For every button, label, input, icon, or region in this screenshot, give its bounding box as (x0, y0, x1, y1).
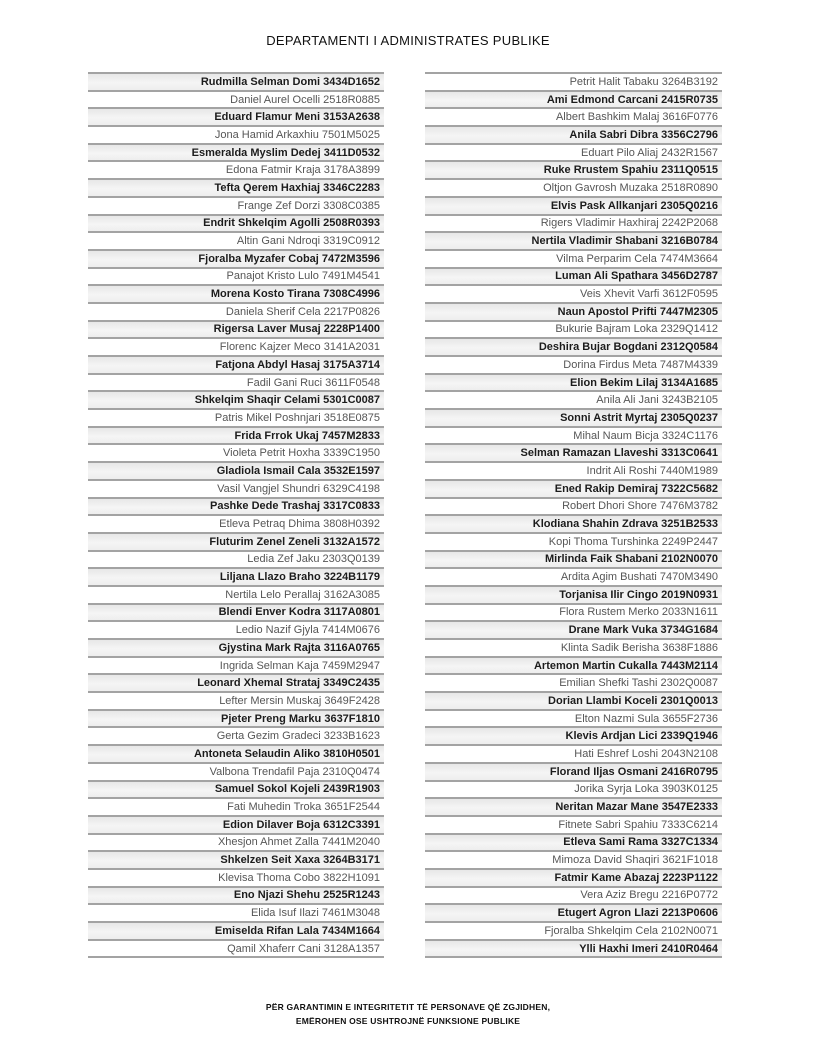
list-item: Sonni Astrit Myrtaj 2305Q0237 (425, 408, 722, 426)
list-item: Drane Mark Vuka 3734G1684 (425, 620, 722, 638)
name-list-right (425, 72, 722, 958)
list-item: Samuel Sokol Kojeli 2439R1903 (88, 780, 384, 798)
list-item: Pashke Dede Trashaj 3317C0833 (88, 497, 384, 515)
list-item: Emiselda Rifan Lala 7434M1664 (88, 921, 384, 939)
list-item: Pjeter Preng Marku 3637F1810 (88, 709, 384, 727)
list-item: Selman Ramazan Llaveshi 3313C0641 (425, 443, 722, 461)
list-item: Panajot Kristo Lulo 7491M4541 (88, 267, 384, 285)
list-item: Artemon Martin Cukalla 7443M2114 (425, 656, 722, 674)
list-item: Shkelzen Seit Xaxa 3264B3171 (88, 850, 384, 868)
list-item: Torjanisa Ilir Cingo 2019N0931 (425, 585, 722, 603)
list-item: Mirlinda Faik Shabani 2102N0070 (425, 550, 722, 568)
list-item: Robert Dhori Shore 7476M3782 (425, 497, 722, 515)
list-item: Daniela Sherif Cela 2217P0826 (88, 302, 384, 320)
list-item: Jorika Syrja Loka 3903K0125 (425, 780, 722, 798)
list-item: Fjoralba Myzafer Cobaj 7472M3596 (88, 249, 384, 267)
list-item: Neritan Mazar Mane 3547E2333 (425, 797, 722, 815)
list-item: Vasil Vangjel Shundri 6329C4198 (88, 479, 384, 497)
list-item: Ylli Haxhi Imeri 2410R0464 (425, 939, 722, 957)
list-item: Eduart Pilo Aliaj 2432R1567 (425, 143, 722, 161)
list-item: Klevis Ardjan Lici 2339Q1946 (425, 726, 722, 744)
list-item: Ledio Nazif Gjyla 7414M0676 (88, 620, 384, 638)
list-item: Tefta Qerem Haxhiaj 3346C2283 (88, 178, 384, 196)
list-item: Klodiana Shahin Zdrava 3251B2533 (425, 514, 722, 532)
list-item: Eduard Flamur Meni 3153A2638 (88, 107, 384, 125)
list-item: Luman Ali Spathara 3456D2787 (425, 267, 722, 285)
list-item: Fjoralba Shkelqim Cela 2102N0071 (425, 921, 722, 939)
list-item: Altin Gani Ndroqi 3319C0912 (88, 231, 384, 249)
list-item: Etleva Petraq Dhima 3808H0392 (88, 514, 384, 532)
list-item: Violeta Petrit Hoxha 3339C1950 (88, 443, 384, 461)
list-item: Ledia Zef Jaku 2303Q0139 (88, 550, 384, 568)
list-item: Veis Xhevit Varfi 3612F0595 (425, 284, 722, 302)
list-item: Elvis Pask Allkanjari 2305Q0216 (425, 196, 722, 214)
list-item: Rudmilla Selman Domi 3434D1652 (88, 72, 384, 90)
list-item: Jona Hamid Arkaxhiu 7501M5025 (88, 125, 384, 143)
list-item: Dorian Llambi Koceli 2301Q0013 (425, 691, 722, 709)
list-item: Florand Iljas Osmani 2416R0795 (425, 762, 722, 780)
list-item: Albert Bashkim Malaj 3616F0776 (425, 107, 722, 125)
list-item: Kopi Thoma Turshinka 2249P2447 (425, 532, 722, 550)
list-item: Esmeralda Myslim Dedej 3411D0532 (88, 143, 384, 161)
page-title: DEPARTAMENTI I ADMINISTRATES PUBLIKE (266, 33, 550, 48)
list-item: Hati Eshref Loshi 2043N2108 (425, 744, 722, 762)
list-item: Rigers Vladimir Haxhiraj 2242P2068 (425, 214, 722, 232)
list-item: Fatjona Abdyl Hasaj 3175A3714 (88, 355, 384, 373)
list-item: Ardita Agim Bushati 7470M3490 (425, 567, 722, 585)
list-item: Dorina Firdus Meta 7487M4339 (425, 355, 722, 373)
list-item: Florenc Kajzer Meco 3141A2031 (88, 337, 384, 355)
list-item: Fadil Gani Ruci 3611F0548 (88, 373, 384, 391)
list-item: Endrit Shkelqim Agolli 2508R0393 (88, 214, 384, 232)
list-item: Ruke Rrustem Spahiu 2311Q0515 (425, 160, 722, 178)
list-item: Valbona Trendafil Paja 2310Q0474 (88, 762, 384, 780)
list-item: Morena Kosto Tirana 7308C4996 (88, 284, 384, 302)
list-item: Mihal Naum Bicja 3324C1176 (425, 426, 722, 444)
name-list-left (88, 72, 384, 958)
list-item: Fluturim Zenel Zeneli 3132A1572 (88, 532, 384, 550)
list-item: Xhesjon Ahmet Zalla 7441M2040 (88, 833, 384, 851)
list-item: Fati Muhedin Troka 3651F2544 (88, 797, 384, 815)
footer-line-2: EMËROHEN OSE USHTROJNË FUNKSIONE PUBLIKE (295, 1016, 521, 1026)
list-item: Fatmir Kame Abazaj 2223P1122 (425, 868, 722, 886)
list-item: Emilian Shefki Tashi 2302Q0087 (425, 673, 722, 691)
list-item: Indrit Ali Roshi 7440M1989 (425, 461, 722, 479)
list-item: Elton Nazmi Sula 3655F2736 (425, 709, 722, 727)
list-item: Anila Ali Jani 3243B2105 (425, 390, 722, 408)
list-item: Ened Rakip Demiraj 7322C5682 (425, 479, 722, 497)
list-item: Etugert Agron Llazi 2213P0606 (425, 903, 722, 921)
list-item: Edona Fatmir Kraja 3178A3899 (88, 160, 384, 178)
page-footer (0, 1000, 816, 1028)
list-item: Ami Edmond Carcani 2415R0735 (425, 90, 722, 108)
list-item: Fitnete Sabri Spahiu 7333C6214 (425, 815, 722, 833)
list-item: Flora Rustem Merko 2033N1611 (425, 603, 722, 621)
list-item: Rigersa Laver Musaj 2228P1400 (88, 320, 384, 338)
list-item: Gladiola Ismail Cala 3532E1597 (88, 461, 384, 479)
list-item: Qamil Xhaferr Cani 3128A1357 (88, 939, 384, 957)
list-item: Liljana Llazo Braho 3224B1179 (88, 567, 384, 585)
list-item: Frida Frrok Ukaj 7457M2833 (88, 426, 384, 444)
list-item: Vilma Perparim Cela 7474M3664 (425, 249, 722, 267)
list-item: Lefter Mersin Muskaj 3649F2428 (88, 691, 384, 709)
list-item: Petrit Halit Tabaku 3264B3192 (425, 72, 722, 90)
list-item: Blendi Enver Kodra 3117A0801 (88, 603, 384, 621)
list-item: Anila Sabri Dibra 3356C2796 (425, 125, 722, 143)
list-item: Eno Njazi Shehu 2525R1243 (88, 886, 384, 904)
list-item: Edion Dilaver Boja 6312C3391 (88, 815, 384, 833)
list-item: Oltjon Gavrosh Muzaka 2518R0890 (425, 178, 722, 196)
list-item: Ingrida Selman Kaja 7459M2947 (88, 656, 384, 674)
footer-line-1: PËR GARANTIMIN E INTEGRITETIT TË PERSONAVE QË ZGJIDHEN, (265, 1002, 551, 1012)
list-item: Bukurie Bajram Loka 2329Q1412 (425, 320, 722, 338)
list-item: Mimoza David Shaqiri 3621F1018 (425, 850, 722, 868)
list-item: Leonard Xhemal Strataj 3349C2435 (88, 673, 384, 691)
list-item: Shkelqim Shaqir Celami 5301C0087 (88, 390, 384, 408)
list-item: Antoneta Selaudin Aliko 3810H0501 (88, 744, 384, 762)
list-item: Etleva Sami Rama 3327C1334 (425, 833, 722, 851)
list-item: Elion Bekim Lilaj 3134A1685 (425, 373, 722, 391)
list-item: Klevisa Thoma Cobo 3822H1091 (88, 868, 384, 886)
list-item: Deshira Bujar Bogdani 2312Q0584 (425, 337, 722, 355)
list-item: Gerta Gezim Gradeci 3233B1623 (88, 726, 384, 744)
list-item: Gjystina Mark Rajta 3116A0765 (88, 638, 384, 656)
list-item: Naun Apostol Prifti 7447M2305 (425, 302, 722, 320)
list-item: Vera Aziz Bregu 2216P0772 (425, 886, 722, 904)
list-item: Daniel Aurel Ocelli 2518R0885 (88, 90, 384, 108)
list-item: Frange Zef Dorzi 3308C0385 (88, 196, 384, 214)
list-item: Patris Mikel Poshnjari 3518E0875 (88, 408, 384, 426)
list-item: Klinta Sadik Berisha 3638F1886 (425, 638, 722, 656)
list-item: Nertila Vladimir Shabani 3216B0784 (425, 231, 722, 249)
list-item: Nertila Lelo Perallaj 3162A3085 (88, 585, 384, 603)
list-item: Elida Isuf Ilazi 7461M3048 (88, 903, 384, 921)
